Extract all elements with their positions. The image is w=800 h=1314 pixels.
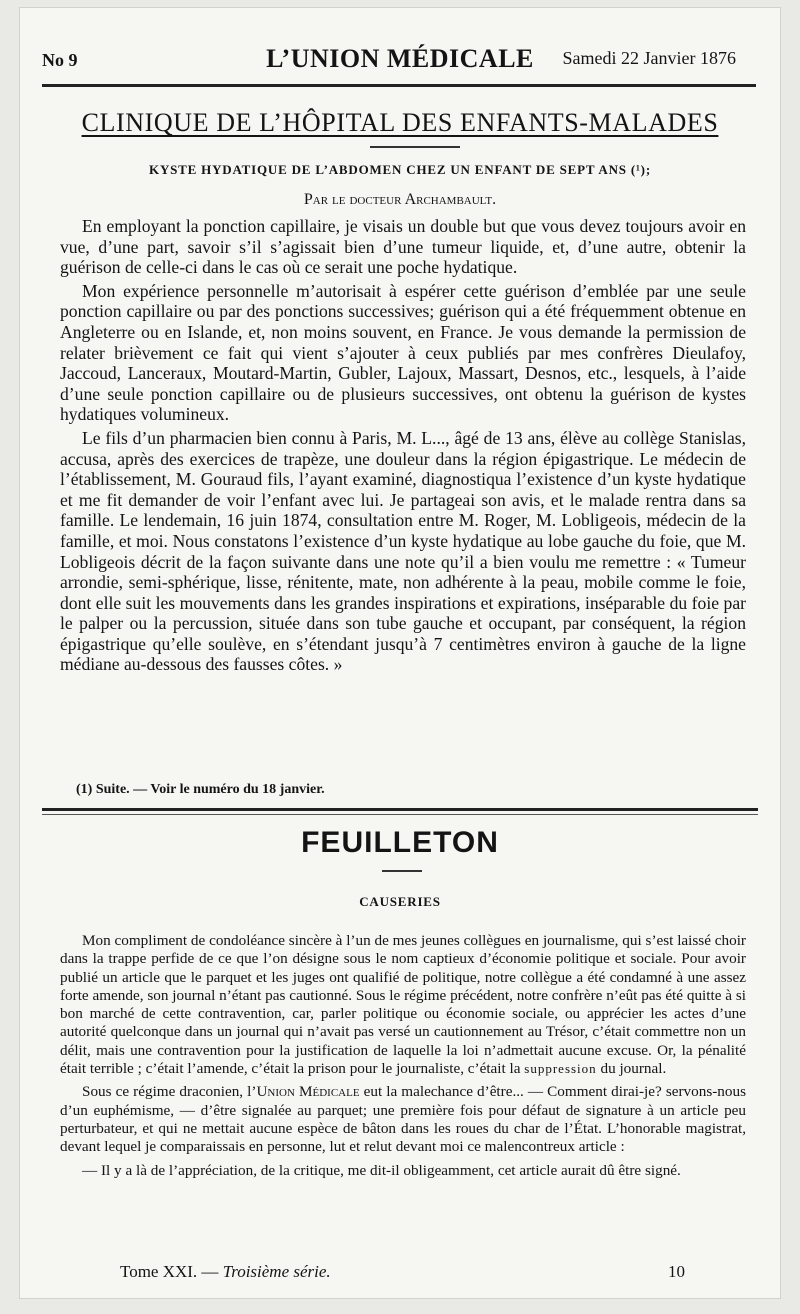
feuilleton-text: du journal. — [600, 1060, 667, 1078]
article-paragraph: Le fils d’un pharmacien bien connu à Paris, M. L..., âgé de 13 ans, élève au collège Stanislas, accusa, après des exercices de trapèze, une douleur dans la région épigastrique. Le médecin de l’établissement, M. Gouraud fils, l’ayant examiné, diagnostiqua l’existence d’un kyste hydatique et me fit demander de voir l’enfant avec lui. Je partageai son avis, et le malade rentra dans sa famille. Le lendemain, 16 juin 1874, consultation entre M. Roger, M. Lobligeois, médecin de la famille, et moi. Nous constatons l’existence d’un kyste hydatique au lobe gauche du foie, que M. Lobligeois décrit de la façon suivante dans une note qu’il a bien voulu me remettre : « Tumeur arrondie, semi-sphérique, lisse, rénitente, mate, non adhérente à la peau, mobile comme le foie, dont elle suit les mouvements dans les grandes inspirations et expirations, inséparable du foie par le palper ou la percussion, située dans son tube gauche et occupant, par conséquent, la région épigastrique qu’elle soulève, en s’étendant jusqu’à 7 centimètres environ à gauche de la ligne médiane au-dessous des fausses côtes. » — [60, 427, 746, 675]
feuilleton-paragraph: — Il y a là de l’appréciation, de la critique, me dit-il obligeamment, cet article aurait dû être signé. — [82, 1161, 681, 1179]
journal-title: L’UNION MÉDICALE — [266, 44, 534, 73]
page-number: 10 — [668, 1262, 685, 1281]
byline-prefix: Par le docteur — [303, 191, 402, 208]
issue-date: Samedi 22 Janvier 1876 — [562, 48, 736, 68]
section-title: CLINIQUE DE L’HÔPITAL DES ENFANTS-MALADES — [81, 108, 719, 137]
section-rule — [42, 808, 758, 811]
feuilleton-subtitle: CAUSERIES — [359, 894, 441, 909]
page-footer — [20, 1262, 780, 1286]
feuilleton-text: Mon compliment de condoléance sincère à l’un de mes jeunes collègues en journalisme, qui s’est laissé choir dans la trappe perfide de ce que l’on désigne sous le nom captieux d’économie politique et sociale. Pour avoir publié un article que le parquet et les juges ont qualifié de politique, notre collègue a été condamné à une assez forte amende, son journal n’étant pas cautionné. Sous le régime précédent, notre confrère n’eût pas été quitte à si bon marché de cette contravention, car, parler politique ou économie sociale, ou apprécier les actes d’une autorité quelconque dans un journal qui n’avait pas versé un cautionnement au Trésor, c’était commettre non un délit, mais une contravention pour la justification de laquelle la loi n’admettait aucune excuse. Or, la pénalité était terrible ; c’était l’amende, c’était la prison pour le journaliste, c’était la — [60, 932, 746, 1078]
article-body — [60, 216, 746, 678]
article-paragraph: Mon expérience personnelle m’autorisait à espérer cette guérison d’emblée par une seule ponction capillaire ou par des ponctions successives; guérison qui a été fréquemment obtenue en Angleterre ou en Islande, et, non moins souvent, en France. Je vous demande la permission de relater brièvement ce fait qui vient s’ajouter à ceux publiés par mes confrères Dieulafoy, Jaccoud, Lanceraux, Moutard-Martin, Gubler, Lajoux, Massart, Desnos, etc., lesquels, à l’aide d’une seule ponction capillaire ou de plusieurs successives, ont obtenu la guérison de kystes hydatiques volumineux. — [60, 280, 746, 425]
header-rule — [42, 84, 756, 87]
feuilleton-paragraph — [60, 932, 746, 1078]
title-divider — [370, 146, 460, 148]
feuilleton-body — [60, 932, 746, 1185]
feuilleton-title: FEUILLETON — [301, 826, 499, 859]
journal-name: Union Médicale — [256, 1083, 360, 1101]
newspaper-page — [20, 8, 780, 1298]
article-subtitle: KYSTE HYDATIQUE DE L’ABDOMEN CHEZ UN ENFANT DE SEPT ANS (¹); — [149, 162, 651, 177]
tome-label — [120, 1262, 331, 1282]
byline — [20, 191, 780, 209]
feuilleton-divider — [382, 870, 422, 872]
emphasis-suppression: suppression — [524, 1061, 597, 1077]
masthead — [20, 44, 780, 84]
feuilleton-text: Sous ce régime draconien, l’ — [82, 1083, 257, 1101]
article-paragraph: En employant la ponction capillaire, je visais un double but que vous devez toujours avoir en vue, d’une part, savoir s’il s’agissait bien d’une tumeur liquide, et, d’une autre, obtenir la guérison de celle-ci dans le cas où ce serait une poche hydatique. — [60, 216, 746, 278]
section-rule-thin — [42, 814, 758, 815]
series-text: Troisième série. — [222, 1262, 331, 1281]
tome-text: Tome XXI. — — [120, 1262, 223, 1281]
feuilleton-text: eut la malechance d’être... — Comment dirai-je? servons-nous d’un euphémisme, — d’être signalée au parquet; une première fois pour défaut de signature à un article peu perturbateur, et qui ne mettait aucune espèce de bâton dans les roues du char de l’État. L’honorable magistrat, devant lequel je comparaissais en personne, lut et relut devant moi ce malencontreux article : — [60, 1083, 746, 1156]
feuilleton-paragraph — [60, 1083, 746, 1156]
footnote: (1) Suite. — Voir le numéro du 18 janvier. — [76, 782, 325, 797]
issue-number: No 9 — [42, 50, 78, 70]
byline-author: Archambault. — [404, 191, 497, 208]
